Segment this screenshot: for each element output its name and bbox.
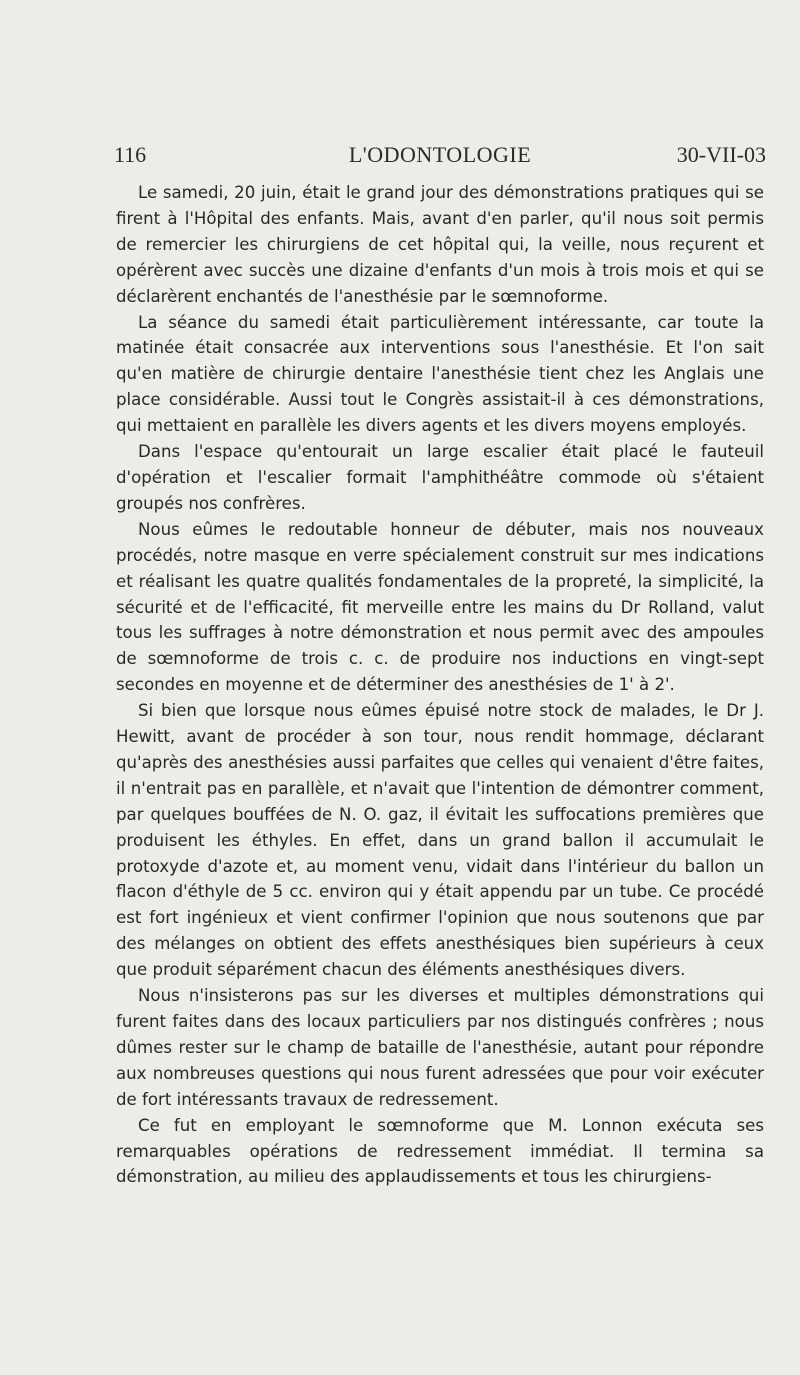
paragraph-5: Si bien que lorsque nous eûmes épuisé notre stock de malades, le Dr J. Hewitt, avant de procéder à son tour, nous rendit hommage, déclarant qu'après des anesthésies aussi parfaites que celles qui venaient d'être faites, il n'entrait pas en parallèle, et n'avait que l'intention de démontrer comment, par quelques bouffées de N. O. gaz, il évitait les suffocations premières que produisent les éthyles. En effet, dans un grand ballon il accumulait le protoxyde d'azote et, au moment venu, vidait dans l'intérieur du ballon un flacon d'éthyle de 5 cc. environ qui y était appendu par un tube. Ce procédé est fort ingénieux et vient confirmer l'opinion que nous soutenons que par des mélanges on obtient des effets anesthésiques bien supérieurs à ceux que produit séparément chacun des éléments anesthésiques divers. [116,701,764,980]
paragraph-2: La séance du samedi était particulièrement intéressante, car toute la matinée était consacrée aux interventions sous l'anesthésie. Et l'on sait qu'en matière de chirurgie dentaire l'anesthésie tient chez les Anglais une place considérable. Aussi tout le Congrès assistait-il à ces démonstrations, qui mettaient en parallèle les divers agents et les divers moyens employés. [116,312,764,436]
body-text [116,180,764,1190]
page-number: 116 [114,142,147,167]
paragraph-6: Nous n'insisterons pas sur les diverses et multiples démonstrations qui furent faites dans des locaux particuliers par nos distingués confrères ; nous dûmes rester sur le champ de bataille de l'anesthésie, autant pour répondre aux nombreuses questions qui nous furent adressées que pour voir exécuter de fort intéressants travaux de redressement. [116,986,764,1109]
issue-date: 30-VII-03 [676,142,766,167]
paragraph-7: Ce fut en employant le sœmnoforme que M. Lonnon exécuta ses remarquables opérations de redressement immédiat. Il termina sa démonstration, au milieu des applaudissements et tous les chirurgiens- [116,1115,764,1187]
running-title: L'ODONTOLOGIE [348,142,532,167]
paragraph-3: Dans l'espace qu'entourait un large escalier était placé le fauteuil d'opération et l'escalier formait l'amphithéâtre commode où s'étaient groupés nos confrères. [116,442,764,513]
page-header [114,142,766,174]
paragraph-4: Nous eûmes le redoutable honneur de débuter, mais nos nouveaux procédés, notre masque en verre spécialement construit sur mes indications et réalisant les quatre qualités fondamentales de la propreté, la simplicité, la sécurité et de l'efficacité, fit merveille entre les mains du Dr Rolland, valut tous les suffrages à notre démonstration et nous permit avec des ampoules de sœmnoforme de trois c. c. de produire nos inductions en vingt-sept secondes en moyenne et de déterminer des anesthésies de 1' à 2'. [116,519,764,695]
paragraph-1: Le samedi, 20 juin, était le grand jour des démonstrations pratiques qui se firent à l'Hôpital des enfants. Mais, avant d'en parler, qu'il nous soit permis de remercier les chirurgiens de cet hôpital qui, la veille, nous reçurent et opérèrent avec succès une dizaine d'enfants d'un mois à trois mois et qui se déclarèrent enchantés de l'anesthésie par le sœmnoforme. [116,183,764,306]
